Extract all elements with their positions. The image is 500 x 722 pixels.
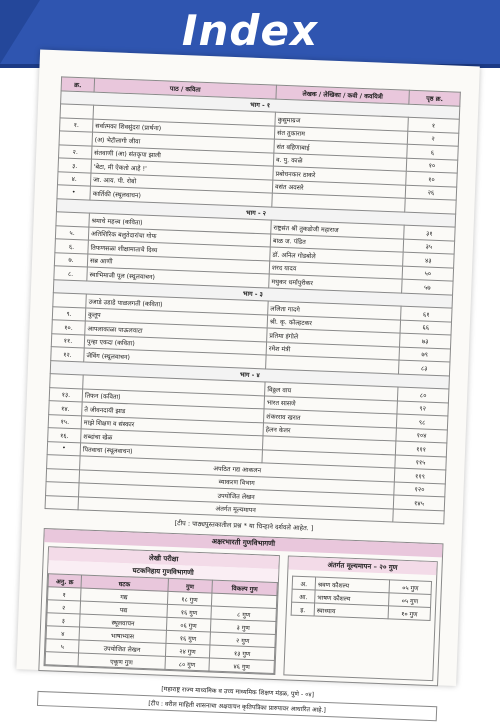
written-exam-subtitle: घटकनिहाय गुणविभागणी [48, 560, 278, 582]
sheet-content [37, 76, 461, 721]
row-author: राष्ट्रसंत श्री तुकडोजी महाराज [271, 220, 404, 239]
internal-row-no: आ. [292, 589, 315, 603]
row-author: विठ्ठल वाघ [265, 382, 398, 401]
internal-assessment-body [291, 576, 431, 620]
header-author: लेखक / लेखिका / कवी / कवयित्री [276, 85, 409, 104]
written-header-part: घटक [81, 575, 168, 591]
written-row-option: २ गुण [210, 632, 275, 647]
written-exam-title: लेखी परीक्षा [49, 547, 279, 569]
row-no: ९. [52, 306, 85, 321]
row-author: शंकरराव खरात [264, 409, 397, 428]
row-lesson: श्रमाचे महत्त्व (कविता) [89, 213, 271, 233]
row-page: ६ [407, 144, 458, 159]
written-row-marks: २४ गुण [165, 643, 210, 658]
row-no: ८. [54, 266, 87, 281]
row-page: १०४ [396, 428, 447, 443]
row-page: १ [408, 117, 459, 132]
row-lesson: माझे शिक्षण व संस्कार [81, 415, 263, 435]
row-lesson: संतवाणी (आ) संतकृपा झाली [91, 146, 273, 166]
header-page: पृष्ठ क्र. [409, 90, 460, 105]
written-row-no: २ [47, 600, 80, 614]
row-no: • [57, 185, 90, 200]
row-lesson: पुन्हा एकदा (कविता) [84, 334, 266, 354]
row-lesson: जेविंग (स्थूलवाचन) [84, 348, 266, 368]
row-no: ४. [57, 171, 90, 186]
row-lesson: जा. आय. पी. रोबो [90, 173, 272, 193]
written-exam-table [45, 573, 278, 674]
row-no [60, 104, 93, 119]
internal-row-marks: ०५ गुण [389, 593, 431, 608]
section-title: भाग - २ [56, 198, 455, 227]
row-page: ११५ [395, 454, 446, 469]
written-row-no: ५ [46, 639, 79, 653]
row-author: ललिता गादगे [268, 301, 401, 320]
row-lesson: सर्वात्मका शिवसुंदरा (प्रार्थना) [93, 119, 275, 139]
internal-assessment-table [291, 576, 432, 621]
row-page: १० [406, 171, 457, 186]
row-author: हेलन केलर [263, 422, 396, 441]
row-page: ७९ [399, 347, 450, 362]
written-row-no: १ [48, 587, 81, 601]
row-lesson: ते जीवनदायी झाड [82, 402, 264, 422]
written-row-marks: १६ गुण [167, 604, 212, 619]
row-author: संत तुकाराम [274, 126, 407, 145]
internal-row-part: भाषण कौशल्य [315, 590, 390, 606]
row-author: डॉ. अनिल गोडबोले [270, 247, 403, 266]
row-no: ३. [58, 158, 91, 173]
written-row-no: ४ [46, 626, 79, 640]
row-page: ५० [402, 266, 453, 281]
internal-assessment-box [283, 555, 437, 681]
row-page: ८० [397, 387, 448, 402]
internal-assessment-title: अंतर्गत मूल्यमापन – २० गुण [288, 556, 436, 575]
row-page: ७३ [400, 333, 451, 348]
row-no [50, 374, 83, 389]
row-author: प्रतिमा इंगोले [267, 328, 400, 347]
total-page: ११९ [394, 468, 445, 483]
row-lesson: कुलूप [85, 307, 267, 327]
index-table [45, 76, 461, 524]
evaluation-box [38, 528, 443, 686]
row-no [53, 293, 86, 308]
total-label: व्याकरण विभाग [79, 469, 394, 495]
row-page: ९८ [396, 414, 447, 429]
total-page [393, 508, 444, 523]
internal-row-part: स्वाध्याय [314, 603, 389, 619]
row-no: १. [60, 117, 93, 132]
row-page: ६१ [401, 306, 452, 321]
row-no: १३. [49, 387, 82, 402]
row-page: २६ [405, 185, 456, 200]
row-author: बाळ ज. पंडित [270, 234, 403, 253]
written-row-marks: १८ गुण [167, 591, 212, 606]
total-label: अंतर्गत मूल्यमापन [78, 496, 393, 522]
row-page: ४३ [403, 252, 454, 267]
row-no: २. [59, 144, 92, 159]
written-row-part: एकूण गुण [78, 653, 165, 669]
written-row-no [45, 652, 78, 666]
total-blank [46, 482, 79, 497]
footer-board: [महाराष्ट्र राज्य माध्यमिक व उच्च माध्यमिक शिक्षण मंडळ, पुणे - ०४] [161, 685, 315, 699]
total-page: १२० [394, 481, 445, 496]
row-lesson: सब्र आणी [87, 254, 269, 274]
written-header-no: अनु. क्र [48, 574, 81, 588]
written-row-option: ८ गुण [211, 606, 276, 621]
row-page: २ [407, 131, 458, 146]
internal-row-part: श्रवण कौशल्य [315, 577, 390, 593]
row-author: वसंत अवसरे [272, 180, 405, 199]
row-lesson: 'बेटा, मी ऐकतो आहे !' [91, 159, 273, 179]
row-page: ८३ [398, 360, 449, 375]
written-row-option: ४६ गुण [209, 658, 274, 673]
index-sheet [16, 50, 479, 715]
row-lesson: कार्तिकी (स्थूलवाचन) [90, 186, 272, 206]
total-page: १४५ [393, 495, 444, 510]
row-author: श्री. कृ. कोल्हटकर [267, 314, 400, 333]
row-lesson: पितवाचा (स्थूलवाचन) [80, 442, 262, 462]
row-lesson: उजाडे उडाडे पाळलगती (कविता) [86, 294, 268, 314]
internal-row-no: इ. [291, 602, 314, 616]
row-lesson: (अ) भेटीलागी जीवा [92, 132, 274, 152]
header-no: क्र. [61, 77, 94, 92]
written-row-part: गद्य [81, 588, 168, 604]
row-lesson: तिफन (कविता) [82, 388, 264, 408]
section-title: भाग - १ [61, 90, 460, 119]
row-no: • [47, 441, 80, 456]
row-page: ३१ [404, 225, 455, 240]
written-row-marks: ८० गुण [165, 656, 210, 671]
written-header-marks: गुण [168, 578, 213, 593]
row-no: १६. [48, 428, 81, 443]
written-row-option: ३ गुण [211, 619, 276, 634]
row-lesson: तिफणसळा शीक्षामाताचे दिव्य [88, 240, 270, 260]
internal-row-no: अ. [292, 576, 315, 590]
index-body [45, 90, 460, 524]
row-lesson: अतिशिरिक बलुतेदारांचा गोफ [88, 227, 270, 247]
row-author: मधुकर धर्मापुरीकर [269, 274, 402, 293]
footer-note: [टीप : वरील माहिती शासनाचा अक्षवाचन कृतिपत्रिका प्रारुपावर आधारित आहे.] [37, 691, 437, 721]
row-no [56, 212, 89, 227]
row-page: ६६ [400, 320, 451, 335]
row-no: १०. [52, 320, 85, 335]
total-blank [47, 455, 80, 470]
section-title: भाग - ४ [50, 360, 449, 389]
row-no: १४. [49, 401, 82, 416]
row-no: १५. [48, 414, 81, 429]
row-lesson: आपलाकाळा पाऊलवाटा [85, 321, 267, 341]
row-author: शरद यादव [269, 261, 402, 280]
row-no: ११. [51, 333, 84, 348]
row-page: ५७ [402, 279, 453, 294]
row-lesson: शब्दांचा खेळ [81, 429, 263, 449]
row-author: रमेश मंत्री [266, 341, 399, 360]
row-page: ३५ [403, 239, 454, 254]
row-no: १२. [51, 347, 84, 362]
written-row-no: ३ [47, 613, 80, 627]
section-title: भाग - ३ [53, 279, 452, 308]
banner-title: Index [181, 6, 319, 55]
written-exam-body [45, 587, 277, 674]
internal-row-marks: ०५ गुण [389, 580, 431, 595]
row-no: ७. [54, 252, 87, 267]
evaluation-title: अक्षरभारती गुणविभागणी [44, 529, 442, 557]
row-page: ९२ [397, 401, 448, 416]
written-row-marks: ०६ गुण [166, 617, 211, 632]
written-row-marks: १६ गुण [166, 630, 211, 645]
written-exam-box [43, 546, 279, 675]
index-note: [टीप : पाठ्यपुस्तकातील प्रश्न * या चिन्हाने दर्शवले आहेत. ] [174, 519, 314, 533]
total-blank [45, 495, 78, 510]
row-page: १० [406, 158, 457, 173]
evaluation-body [39, 542, 442, 685]
row-page: १११ [395, 441, 446, 456]
written-row-part: उपयोजित लेखन [79, 640, 166, 656]
row-author: व. पु. काळे [273, 153, 406, 172]
header-lesson: पाठ / कविता [94, 78, 276, 98]
total-blank [46, 468, 79, 483]
written-row-part: स्थूलवाचन [80, 614, 167, 630]
written-header-option: विकल्प गुण [212, 580, 277, 595]
row-lesson: स्वाभिमाजी पूल (स्थूलवाचन) [87, 267, 269, 287]
row-no: ५. [55, 225, 88, 240]
total-label: उपयोजित लेखन [79, 483, 394, 509]
written-row-option: १३ गुण [210, 645, 275, 660]
total-label: अपठित गद्य आकलन [80, 456, 395, 482]
row-no [59, 131, 92, 146]
row-author: भारत सासणे [264, 395, 397, 414]
internal-row-marks: १० गुण [388, 606, 430, 621]
row-author: कुसुमाग्रज [275, 112, 408, 131]
row-author: प्रबोधनकार ठाकरे [273, 166, 406, 185]
row-author: संत बहिणाबाई [274, 139, 407, 158]
row-no: ६. [55, 239, 88, 254]
written-row-part: भाषाभ्यास [79, 627, 166, 643]
written-row-part: पद्य [80, 601, 167, 617]
